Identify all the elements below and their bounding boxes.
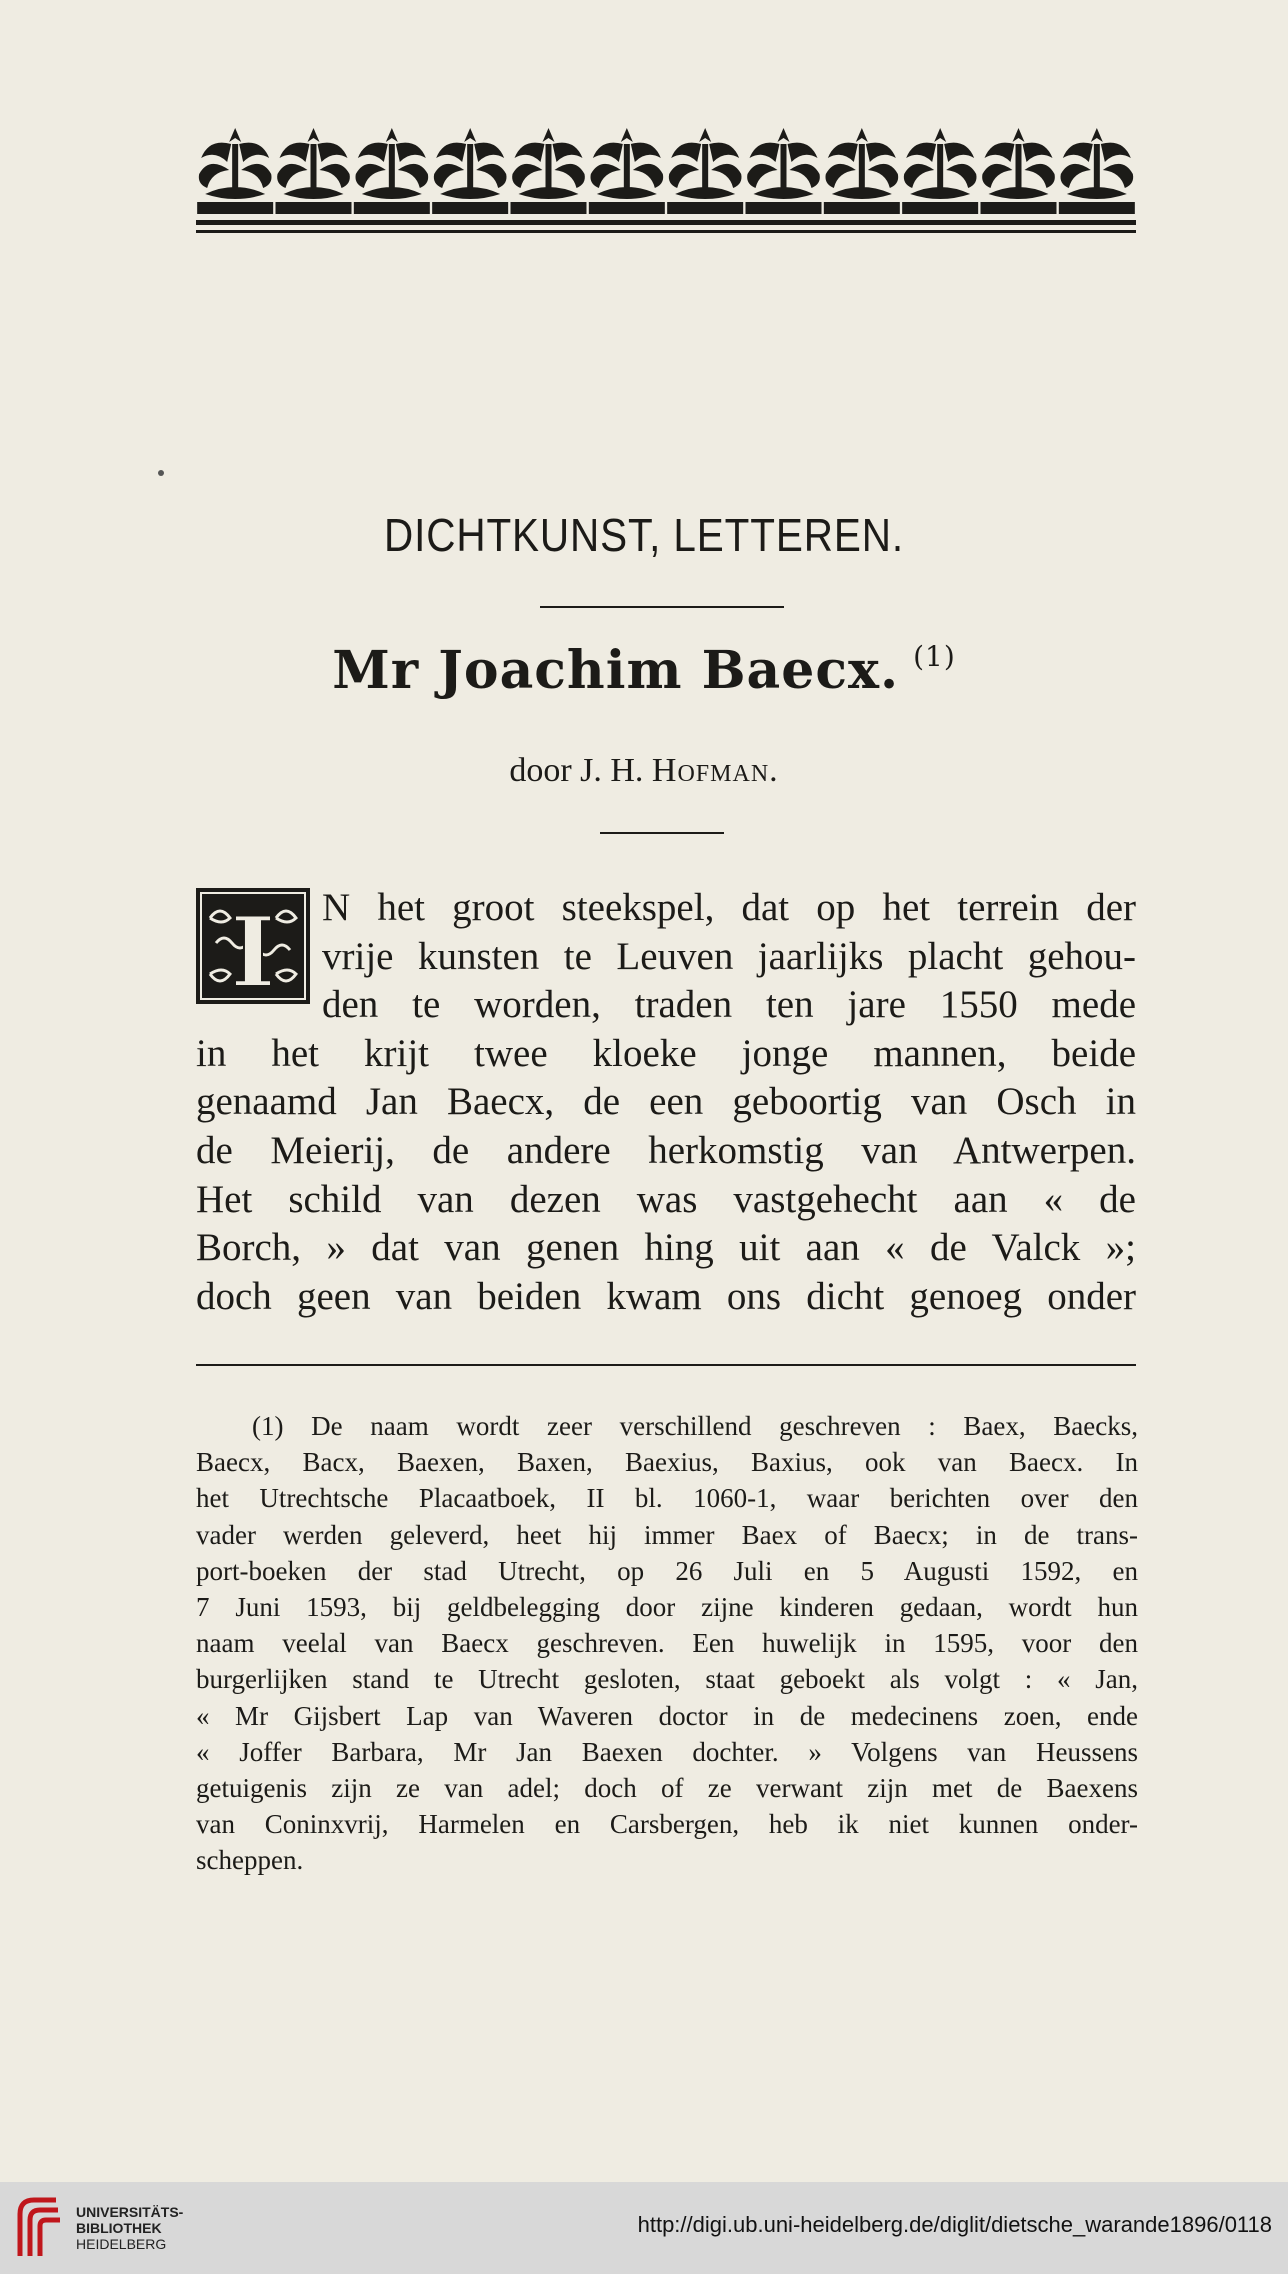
footnote-line: Baecx, Bacx, Baexen, Baxen, Baexius, Baxius, ook van Baecx. In <box>196 1447 1138 1478</box>
byline-prefix: door J. H. <box>509 752 644 789</box>
institution-name <box>76 2204 183 2252</box>
footnote-line: scheppen. <box>196 1845 304 1876</box>
library-footer <box>0 2182 1288 2274</box>
ornament-motif <box>981 128 1057 214</box>
footnote-line: van Coninxvrij, Harmelen en Carsbergen, heb ik niet kunnen onder- <box>196 1809 1138 1840</box>
ornament-motif <box>589 128 665 214</box>
body-line: Borch, » dat van genen hing uit aan « de Valck »; <box>196 1226 1136 1270</box>
article-title <box>0 640 1288 701</box>
footnote-line: naam veelal van Baecx geschreven. Een huwelijk in 1595, voor den <box>196 1628 1138 1659</box>
ornament-motif <box>354 128 430 214</box>
footnote-line: (1) De naam wordt zeer verschillend geschreven : Baex, Baecks, <box>252 1411 1138 1441</box>
ornament-motif <box>902 128 978 214</box>
footnote-line: het Utrechtsche Placaatboek, II bl. 1060-1, waar berichten over den <box>196 1483 1138 1514</box>
title-rule-top <box>540 606 784 608</box>
body-line: doch geen van beiden kwam ons dicht genoeg onder <box>196 1274 1136 1318</box>
library-logo-icon <box>12 2196 68 2260</box>
title-rule-bottom <box>600 832 724 834</box>
footnote-separator <box>196 1364 1136 1366</box>
decorated-initial <box>196 888 310 1004</box>
article-title-text: Mr Joachim Baecx. <box>332 640 900 701</box>
body-line: Het schild van dezen was vastgehecht aan « de <box>196 1177 1136 1221</box>
ornament-motif <box>667 128 743 214</box>
ornament-motif <box>1059 128 1135 214</box>
footnote-line: vader werden geleverd, heet hij immer Baex of Baecx; in de trans- <box>196 1519 1138 1550</box>
ornamental-header-band <box>196 124 1136 242</box>
ornament-motif <box>511 128 587 214</box>
body-line: in het krijt twee kloeke jonge mannen, beide <box>196 1031 1136 1075</box>
body-line: de Meierij, de andere herkomstig van Antwerpen. <box>196 1129 1136 1172</box>
ornament-motif <box>197 128 273 214</box>
body-line: vrije kunsten te Leuven jaarlijks placht gehou- <box>322 934 1136 978</box>
footnote-line: getuigenis zijn ze van adel; doch of ze verwant zijn met de Baexens <box>196 1773 1138 1803</box>
footnote-line: « Mr Gijsbert Lap van Waveren doctor in de medecinens zoen, ende <box>196 1700 1138 1731</box>
footnote-line: port-boeken der stad Utrecht, op 26 Juli en 5 Augusti 1592, en <box>196 1555 1138 1586</box>
footnote-line: 7 Juni 1593, bij geldbelegging door zijne kinderen gedaan, wordt hun <box>196 1592 1138 1622</box>
ornament-motif <box>824 128 900 214</box>
ink-speck <box>158 470 164 476</box>
source-url[interactable]: http://digi.ub.uni-heidelberg.de/diglit/dietsche_warande1896/0118 <box>637 2212 1272 2237</box>
body-line: N het groot steekspel, dat op het terrein der <box>322 886 1136 929</box>
footnote-line: « Joffer Barbara, Mr Jan Baexen dochter. » Volgens van Heussens <box>196 1736 1138 1767</box>
institution-line-2: BIBLIOTHEK <box>76 2220 162 2236</box>
institution-line-1: UNIVERSITÄTS- <box>76 2204 184 2220</box>
institution-line-3: HEIDELBERG <box>76 2236 167 2252</box>
footnote-line: burgerlijken stand te Utrecht gesloten, staat geboekt als volgt : « Jan, <box>196 1664 1138 1695</box>
ornament-motif <box>276 128 352 214</box>
section-heading: DICHTKUNST, LETTEREN. <box>383 509 905 561</box>
ornament-motif <box>746 128 822 214</box>
drop-cap-letter: I <box>230 896 276 1004</box>
body-line: genaamd Jan Baecx, de een geboortig van Osch in <box>196 1080 1136 1124</box>
author-name: Hofman. <box>651 752 779 789</box>
body-line: den te worden, traden ten jare 1550 mede <box>322 983 1136 1027</box>
ornament-motif <box>432 128 508 214</box>
footnote-marker: (1) <box>913 640 956 673</box>
byline <box>0 752 1288 790</box>
